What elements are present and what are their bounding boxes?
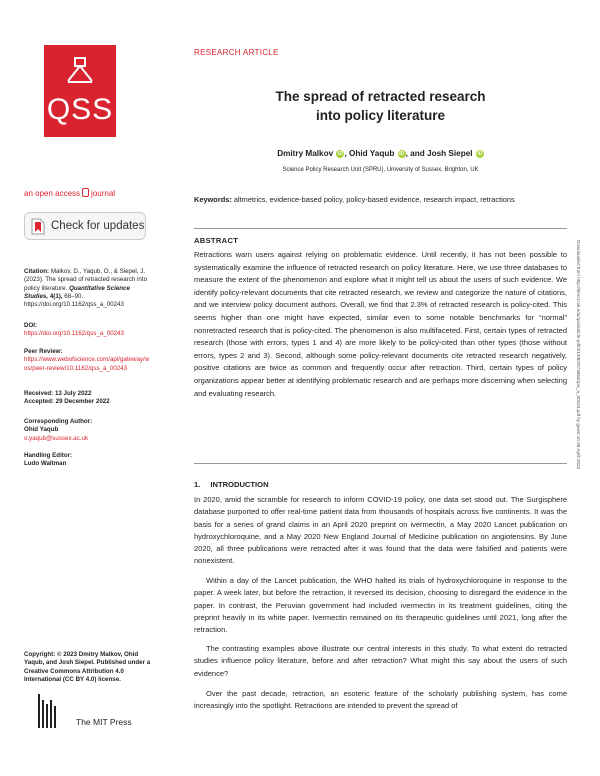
- dates-block: [24, 390, 152, 407]
- peer-review-block: [24, 348, 152, 373]
- abstract-heading: ABSTRACT: [194, 236, 239, 245]
- received-date: Received: 13 July 2022: [24, 390, 92, 397]
- title-line-2: into policy literature: [315, 108, 446, 123]
- section-number: 1.: [194, 480, 201, 489]
- citation-label: Citation:: [24, 268, 50, 275]
- corresponding-author-block: [24, 418, 152, 443]
- title-line-1: The spread of retracted research: [275, 89, 486, 104]
- citation-journal: Quantitative Science Studies,: [24, 284, 130, 300]
- citation-block: [24, 268, 152, 309]
- orcid-icon[interactable]: iD: [477, 151, 483, 157]
- author-separator: ,: [344, 149, 347, 158]
- network-icon: [62, 57, 98, 91]
- paragraph-2: Within a day of the Lancet publication, the WHO halted its trials of hydroxychloroquine in response to the paper. A week later, but before the retraction, it reversed its decision, choosing to disregard the evidence in the paper. In contrast, the Peruvian government had included ivermectin in its treatment guidelines, citing the preprint heavily in its white paper. Ivermectin remained on its therapeutic guidelines until 2021, long after the retraction.: [194, 576, 567, 635]
- citation-pages: 68–90. https://doi.org/10.1162/qss_a_00243: [24, 292, 124, 309]
- article-type: RESEARCH ARTICLE: [194, 48, 279, 57]
- author-malkov[interactable]: Dmitry Malkov: [277, 149, 334, 158]
- affiliation: Science Policy Research Unit (SPRU), University of Sussex, Brighton, UK: [282, 167, 479, 173]
- download-watermark: [575, 240, 585, 620]
- journal-text: journal: [91, 189, 116, 198]
- open-access-text: an open access: [24, 189, 81, 198]
- corresponding-label: Corresponding Author:: [24, 418, 93, 425]
- abstract-bottom-rule: [194, 463, 567, 464]
- corresponding-email[interactable]: o.yaqub@sussex.ac.uk: [24, 434, 89, 442]
- paragraph-3: The contrasting examples above illustrate our central interests in this study. To what extent do retracted studies influence policy literature, before and after retraction? What might this say about the users of such evidence?: [194, 644, 567, 678]
- copyright-block: Copyright: © 2023 Dmitry Malkov, Ohid Yaqub, and Josh Siepel. Published under a Creative Commons Attribution 4.0 International (CC BY 4.0) license.: [24, 651, 151, 683]
- orcid-icon[interactable]: iD: [337, 151, 343, 157]
- open-access-label: [24, 188, 115, 198]
- abstract-top-rule: [194, 228, 567, 229]
- citation-text: Malkov, D., Yaqub, O., & Siepel, J. (2023). The spread of retracted research into policy literature.: [24, 268, 148, 292]
- doi-label: DOI:: [24, 322, 38, 329]
- author-list: [194, 149, 567, 158]
- accepted-date: Accepted: 29 December 2022: [24, 398, 110, 406]
- mit-press-logo: [24, 694, 132, 728]
- download-note: Downloaded from http://direct.mit.edu/qss/article-pdf/4/1/68/2073964/qss_a_00243.pdf by guest on 08 April 2023: [576, 240, 581, 470]
- author-yaqub[interactable]: Ohid Yaqub: [349, 149, 395, 158]
- section-title: INTRODUCTION: [210, 480, 269, 489]
- author-siepel[interactable]: Josh Siepel: [427, 149, 473, 158]
- sidebar: [0, 0, 170, 776]
- editor-label: Handling Editor:: [24, 452, 73, 459]
- article-title: [194, 87, 567, 125]
- doi-block: [24, 322, 152, 339]
- section-heading: [194, 480, 279, 489]
- mit-press-icon: [24, 694, 64, 728]
- doi-link[interactable]: https://doi.org/10.1162/qss_a_00243: [24, 330, 124, 338]
- qss-logo[interactable]: [44, 45, 116, 137]
- abstract-text: Retractions warn users against relying on problematic evidence. Until recently, it has not been possible to systematically examine the influence of retracted research on policy literature. Here, we use three databases to measure the extent of the phenomenon and explore what it might tell us about the users of such evidence. We identify policy-relevant documents that cite retracted research, we review and categorize the nature of citations, and we interview policy document authors. Overall, we find that 2.3% of retracted research is policy-cited. This seems higher than one might have expected, similar even to some notable benchmarks for “normal” nonretracted research that is policy-cited. The phenomenon is also multifaceted. First, certain types of retracted research (those with errors, types 1 and 4) are more likely to be policy-cited than other types (those without errors, types 2 and 3). Second, although some policy-relevant documents cite retracted research negatively, positive citations are twice as common and frequently occur after retraction. Third, certain types of policy organizations appear better at identifying problematic research and are perhaps more discerning when selecting and evaluating research.: [194, 250, 567, 398]
- corresponding-name: Ohid Yaqub: [24, 426, 59, 434]
- peer-review-link[interactable]: https://www.webofscience.com/api/gateway/wos/peer-review/10.1162/qss_a_00243: [24, 356, 150, 372]
- check-for-updates-label: Check for updates: [51, 220, 145, 232]
- peer-review-label: Peer Review:: [24, 348, 63, 355]
- bookmark-update-icon: [31, 218, 45, 235]
- orcid-icon[interactable]: iD: [399, 151, 405, 157]
- check-for-updates-button[interactable]: [24, 212, 146, 240]
- open-lock-icon: [82, 188, 89, 197]
- keywords-label: Keywords:: [194, 195, 232, 204]
- mit-press-text: The MIT Press: [76, 717, 132, 727]
- keywords-list: altmetrics, evidence-based policy, policy-based evidence, research impact, retractions: [233, 195, 515, 204]
- keywords: [194, 195, 567, 204]
- logo-text: QSS: [46, 93, 114, 126]
- editor-name: Ludo Waltman: [24, 460, 67, 468]
- editor-block: [24, 452, 152, 469]
- paragraph-4: Over the past decade, retraction, an esoteric feature of the scholarly publishing system, has come increasingly into the spotlight. Retractions are intended to prevent the spread of: [194, 689, 567, 711]
- paragraph-1: In 2020, amid the scramble for research to inform COVID-19 policy, one data set stood out. The Surgisphere database purported to offer real-time patient data from thousands of hospitals across five continents. It was the basis for a series of grand claims in an April 2020 preprint on ivermectin, a May 2020 Lancet publication on hydroxychloroquine, and a May 2020 New England Journal of Medicine publication on angiotensins. By June 2020, all three publications were retracted after it was found that the data were falsified and patients were nonexistent.: [194, 495, 567, 566]
- author-and: , and: [405, 149, 425, 158]
- citation-volume: 4(1),: [49, 292, 63, 300]
